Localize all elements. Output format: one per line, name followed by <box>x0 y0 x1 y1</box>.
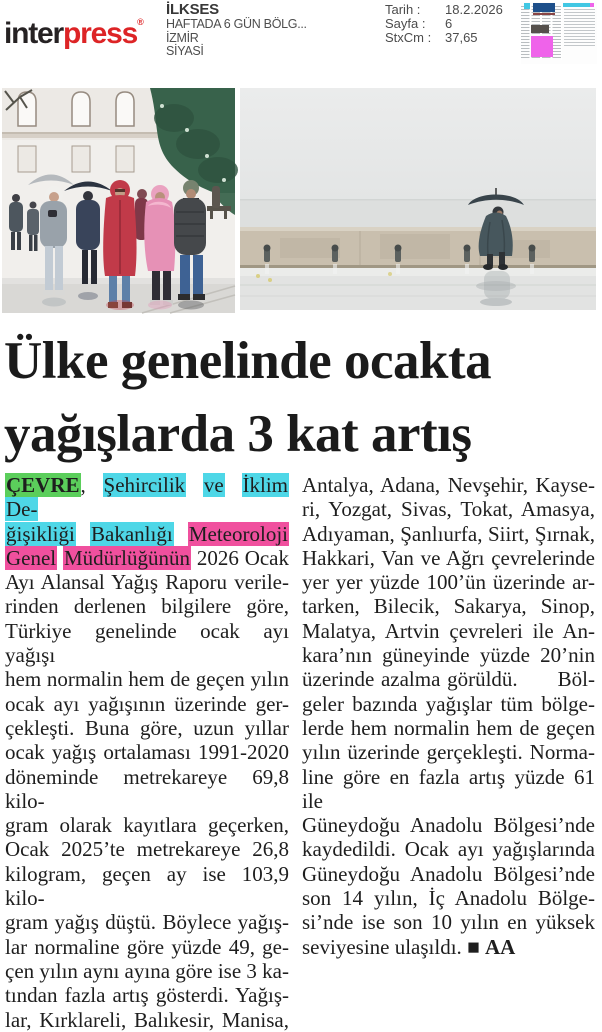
publication-category: SİYASİ <box>166 44 204 58</box>
article-line <box>5 594 289 618</box>
thumbnail-masthead-block <box>533 3 555 12</box>
page-thumbnail <box>521 2 597 64</box>
text-segment: ocak yağış ortalaması 1991-2020 <box>5 740 289 765</box>
seawall <box>240 227 596 268</box>
headline-line-2: yağışlarda 3 kat artış <box>4 405 472 463</box>
article-headline <box>4 325 600 471</box>
interpress-logo <box>4 6 144 50</box>
article-line <box>5 667 289 691</box>
text-segment: lar normaline göre yüzde 49, ge- <box>5 934 289 959</box>
meta-label: StxCm : <box>385 30 432 45</box>
text-segment: kara’nın güneyinde yüzde 20’nin <box>302 643 595 668</box>
thumbnail-photo-block <box>531 25 549 33</box>
thumbnail-cyan-block <box>524 3 530 9</box>
highlighted-text: ve <box>203 473 224 497</box>
text-segment: gram olarak kayıtlara geçerken, <box>5 813 289 838</box>
text-segment: Hakkari, Van ve Ağrı çevrelerinde <box>302 545 595 570</box>
highlighted-text: ÇEVRE <box>6 473 80 497</box>
text-segment: üzerinde azalma görüldü. <box>302 667 518 692</box>
publication-name: İLKSES <box>166 1 219 18</box>
highlighted-text: Genel <box>6 545 57 570</box>
article-line <box>5 716 289 740</box>
text-segment: Ayı Alansal Yağış Raporu verile- <box>5 570 289 595</box>
thumbnail-text-column-right <box>564 9 595 47</box>
highlighted-text: De- <box>6 497 38 522</box>
text-segment: çekleşti. Buna göre, uzun yıllar <box>5 715 289 740</box>
highlighted-text: Bakanlığı <box>91 521 173 546</box>
highlighted-text: Meteoroloji <box>188 521 289 546</box>
meta-row <box>385 3 503 17</box>
meta-value: 37,65 <box>445 30 478 45</box>
text-segment: Türkiye genelinde ocak ayı yağışı <box>5 618 289 668</box>
article-line <box>5 959 289 983</box>
publication-info <box>166 2 307 59</box>
article-line <box>5 837 289 861</box>
publication-city: İZMİR <box>166 30 199 45</box>
text-segment: döneminde metrekareye 69,8 kilo- <box>5 764 289 813</box>
article-column-2 <box>302 473 595 959</box>
text-segment <box>174 522 188 546</box>
text-segment: Güneydoğu Anadolu Bölgesi’nde <box>302 861 595 886</box>
text-segment: Böl- <box>551 667 596 692</box>
article-line <box>302 570 595 594</box>
text-segment: yer yer yüzde 100’ün üzerinde ar- <box>302 570 595 595</box>
highlighted-text: Şehircilik <box>103 473 186 497</box>
text-segment: rinden derlenen bilgilere göre, <box>5 594 289 619</box>
article-line <box>302 546 595 570</box>
article-line <box>302 837 595 861</box>
article-line <box>302 765 595 814</box>
article-line <box>5 862 289 911</box>
text-segment: ocak ayı yağışının üzerinde ger- <box>5 691 289 716</box>
article-line <box>302 886 595 910</box>
meta-row <box>385 31 503 45</box>
article-line <box>5 935 289 959</box>
article-line <box>302 643 595 667</box>
article-line <box>5 910 289 934</box>
text-segment: çen yılın aynı ayına göre ise 3 ka- <box>5 958 289 983</box>
text-segment <box>186 473 203 497</box>
thumbnail-rule <box>533 13 555 15</box>
photo-pedestrians-rain-art <box>2 88 235 313</box>
text-segment: geler bazında yağışlar tüm bölge- <box>302 691 595 716</box>
meta-label: Tarih : <box>385 2 421 17</box>
text-segment: son 14 yılın, İç Anadolu Bölge- <box>302 886 595 911</box>
text-segment: tarken, Bilecik, Sakarya, Sinop, <box>302 594 595 619</box>
text-segment: tından fazla artış gösterdi. Yağış- <box>5 983 289 1008</box>
headline-line-1: Ülke genelinde ocakta <box>4 332 492 390</box>
logo-text-inter: inter <box>4 17 64 50</box>
article-line <box>5 813 289 837</box>
text-segment: kilogram, geçen ay ise 103,9 kilo- <box>5 861 289 911</box>
text-segment: Adıyaman, Şanlıurfa, Siirt, Şırnak, <box>302 521 595 546</box>
registered-mark: ® <box>137 17 144 27</box>
sea-band <box>240 200 596 227</box>
article-line <box>5 1008 289 1032</box>
article-line <box>302 473 595 497</box>
meta-table <box>385 3 503 45</box>
article-line <box>302 910 595 934</box>
meta-row <box>385 17 503 31</box>
thumbnail-header-bar <box>563 3 593 7</box>
building-lower-windows <box>18 146 134 172</box>
meta-value: 18.2.2026 <box>445 2 503 17</box>
text-segment: si’nde ise son 10 yılın en yüksek <box>302 910 595 935</box>
wet-promenade <box>240 268 596 310</box>
article-line <box>302 619 595 643</box>
photo-umbrella-seafront-art <box>240 88 596 310</box>
text-segment: Ocak 2025’te metrekareye 26,8 <box>5 837 289 862</box>
text-segment: ri, Yozgat, Sivas, Tokat, Amasya, <box>302 497 595 522</box>
text-segment <box>225 473 242 497</box>
article-line <box>5 546 289 570</box>
text-segment: , <box>80 473 103 497</box>
article-line <box>5 473 289 522</box>
text-segment: line göre en fazla artış yüzde 61 ile <box>302 764 595 813</box>
article-line <box>302 497 595 521</box>
thumbnail-highlight-block <box>531 36 553 57</box>
article-line <box>5 765 289 814</box>
article-line <box>302 692 595 716</box>
text-segment <box>76 522 90 546</box>
thumbnail-magenta-dot <box>590 3 594 7</box>
text-segment: hem normalin hem de geçen yılın <box>5 667 289 692</box>
article-line <box>302 740 595 764</box>
source-agency-mark: ■ <box>467 934 485 959</box>
article-line <box>302 862 595 886</box>
text-segment: 2026 Ocak <box>191 545 289 570</box>
meta-label: Sayfa : <box>385 16 426 31</box>
text-segment: Antalya, Adana, Nevşehir, Kayse- <box>302 473 595 497</box>
highlighted-text: İklim <box>242 473 288 497</box>
text-segment: gram yağış düştü. Böylece yağış- <box>5 910 289 935</box>
highlighted-text: ğişikliği <box>6 521 75 546</box>
text-segment: seviyesine ulaşıldı. <box>302 934 468 959</box>
article-line <box>5 692 289 716</box>
article-line <box>302 594 595 618</box>
logo-text-press: press <box>63 17 138 50</box>
article-line <box>302 813 595 837</box>
article-line <box>5 983 289 1007</box>
photo-umbrella-seafront <box>240 88 596 310</box>
article-line <box>5 570 289 594</box>
article-line <box>5 619 289 668</box>
text-segment: Malatya, Artvin çevreleri ile An- <box>302 618 595 643</box>
text-segment: Güneydoğu Anadolu Bölgesi’nde <box>302 813 595 838</box>
article-line <box>302 716 595 740</box>
text-segment: kaydedildi. Ocak ayı yağışlarında <box>302 837 595 862</box>
article-line <box>5 740 289 764</box>
article-line <box>302 935 595 959</box>
article-line <box>5 522 289 546</box>
article-column-1 <box>5 473 289 1032</box>
publication-frequency: HAFTADA 6 GÜN BÖLG... <box>166 17 307 31</box>
highlighted-text: Müdürlüğünün <box>64 545 190 570</box>
text-segment: AA <box>485 934 516 959</box>
text-segment: lerde hem normalin hem de geçen <box>302 715 595 740</box>
article-line <box>302 522 595 546</box>
text-segment <box>518 667 551 691</box>
text-segment: lar, Kırklareli, Balıkesir, Manisa, <box>5 1007 289 1032</box>
meta-value: 6 <box>445 16 453 31</box>
text-segment: yılın üzerinde gerçekleşti. Norma- <box>302 740 595 765</box>
photo-pedestrians-rain <box>2 88 235 313</box>
article-line <box>302 667 595 691</box>
